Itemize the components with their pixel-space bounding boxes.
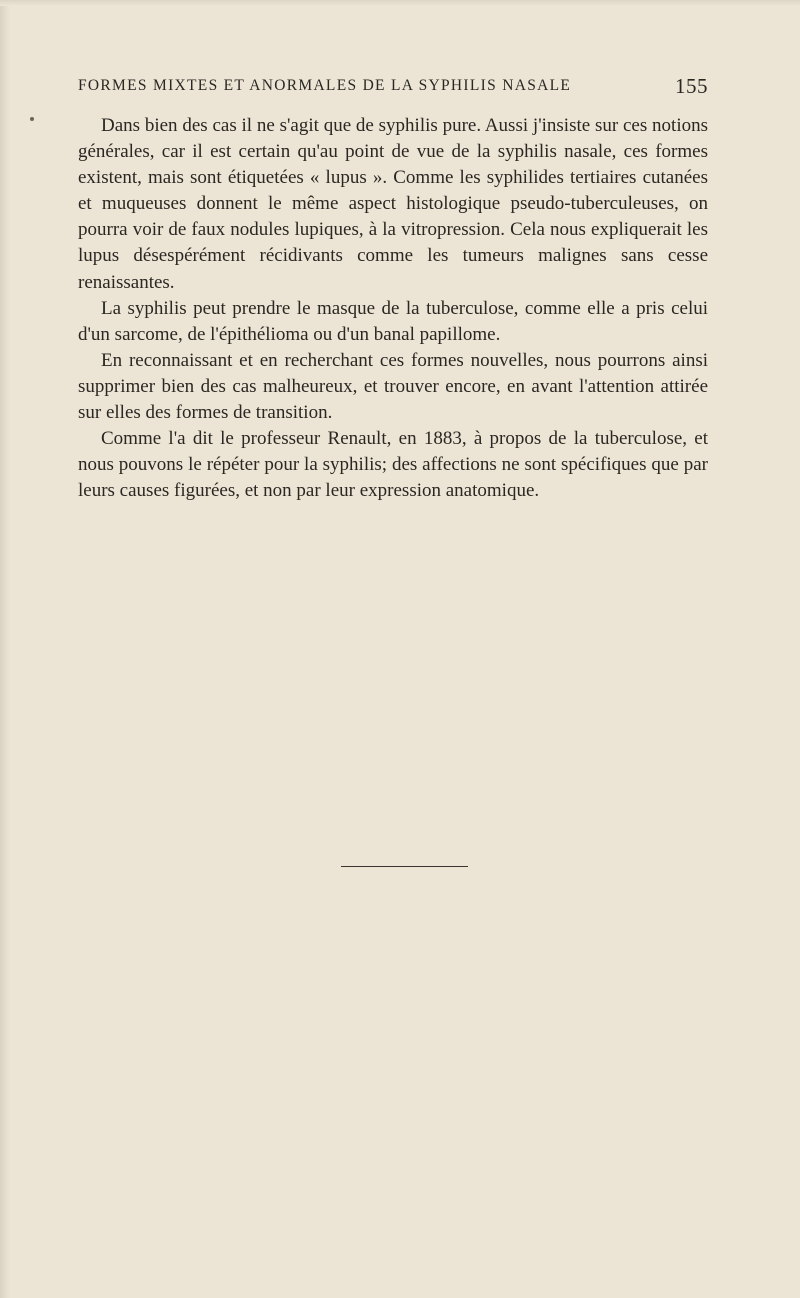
section-end-rule [341,866,468,867]
scan-speck [30,117,34,121]
paragraph: Comme l'a dit le professeur Renault, en 1883, à propos de la tuberculose, et nous pouvons le répéter pour la syphilis; des affections ne sont spécifiques que par leurs causes figurées, et non par leur expression anatomique. [78,428,708,502]
paragraph: Dans bien des cas il ne s'agit que de syphilis pure. Aussi j'insiste sur ces notions générales, car il est certain qu'au point de vue de la syphilis nasale, ces formes existent, mais sont étiquetées « lupus ». Comme les syphilides tertiaires cutanées et muqueuses donnent le même aspect histologique pseudo-tuberculeuses, on pourra voir de faux nodules lupiques, à la vitropression. Cela nous expliquerait les lupus désespérément récidivants comme les tumeurs malignes sans cesse renaissantes. [78,115,708,293]
running-header [78,74,708,102]
body-text [78,113,708,504]
running-title: FORMES MIXTES ET ANORMALES DE LA SYPHILIS NASALE [78,77,572,94]
paragraph: En reconnaissant et en recherchant ces formes nouvelles, nous pourrons ainsi supprimer bien des cas malheureux, et trouver encore, en avant l'attention attirée sur elles des formes de transition. [78,349,708,424]
paragraph: La syphilis peut prendre le masque de la tuberculose, comme elle a pris celui d'un sarcome, de l'épithélioma ou d'un banal papillome. [78,297,708,345]
page-edge-top [0,0,800,6]
page-number: 155 [675,74,708,98]
page-edge [0,0,10,1298]
